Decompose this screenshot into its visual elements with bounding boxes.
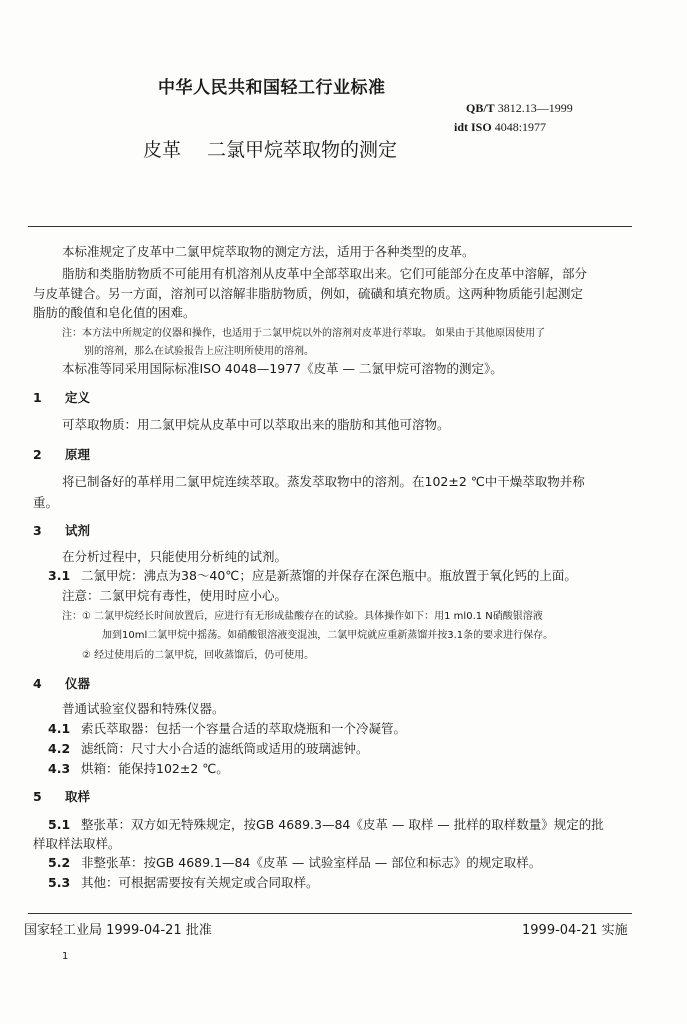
intro-note-line-2: 别的溶剂，那么在试验报告上应注明所使用的溶剂。: [84, 346, 314, 357]
intro-paragraph-2-line-1: 脂肪和类脂肪物质不可能用有机溶剂从皮革中全部萃取出来。它们可能部分在皮革中溶解，部分: [62, 266, 588, 281]
bottom-rule: [28, 913, 632, 914]
section-3-note-1-line-2: 加到10ml二氯甲烷中摇荡。如硝酸银溶液变混浊，二氯甲烷就应重新蒸馏并按3.1条的要求进行保存。: [102, 630, 554, 641]
section-1-number: 1: [33, 390, 42, 405]
intro-paragraph-1: 本标准规定了皮革中二氯甲烷萃取物的测定方法，适用于各种类型的皮革。: [62, 244, 475, 259]
section-1-heading: [33, 388, 90, 406]
standard-number: [466, 101, 573, 116]
section-4-1-number: 4.1: [48, 721, 71, 736]
page-heading: 中华人民共和国轻工行业标准: [158, 78, 386, 98]
document-title: [143, 135, 397, 162]
intro-paragraph-3: 本标准等同采用国际标准ISO 4048—1977《皮革 — 二氯甲烷可溶物的测定》。: [62, 361, 503, 376]
section-4-intro: 普通试验室仪器和特殊仪器。: [62, 701, 225, 716]
section-5-3-text: 其他：可根据需要按有关规定或合同取样。: [81, 875, 319, 890]
section-4-3: [48, 759, 229, 777]
section-5-1-number: 5.1: [48, 817, 71, 832]
page-number: 1: [62, 951, 69, 962]
section-2-title: 原理: [65, 447, 91, 462]
section-3-heading: [33, 521, 90, 539]
title-part-1: 皮革: [143, 139, 182, 161]
section-2-body-line-1: 将已制备好的革样用二氯甲烷连续萃取。蒸发萃取物中的溶剂。在102±2 ℃中干燥萃取物并称: [62, 474, 585, 489]
section-4-title: 仪器: [65, 676, 91, 691]
section-4-3-text: 烘箱：能保持102±2 ℃。: [81, 761, 229, 776]
section-5-3: [48, 873, 319, 891]
idt-prefix: idt ISO: [454, 120, 492, 134]
idt-number: [454, 120, 546, 135]
section-5-3-number: 5.3: [48, 875, 71, 890]
section-4-2-text: 滤纸筒：尺寸大小合适的滤纸筒或适用的玻璃滤钟。: [81, 741, 369, 756]
footer-implementation: 1999-04-21 实施: [522, 923, 628, 938]
section-3-note-1-line-1: 注：① 二氯甲烷经长时间放置后，应进行有无形成盐酸存在的试验。具体操作如下：用1 ml0.1 N硝酸银溶液: [62, 611, 543, 622]
section-5-heading: [33, 787, 90, 805]
section-3-1-text: 二氯甲烷：沸点为38～40℃；应是新蒸馏的并保存在深色瓶中。瓶放置于氧化钙的上面。: [81, 568, 577, 583]
section-3-1: [48, 566, 577, 584]
section-2-number: 2: [33, 447, 42, 462]
section-2-heading: [33, 445, 90, 463]
section-5-2: [48, 853, 541, 871]
section-5-2-text: 非整张革：按GB 4689.1—84《皮革 — 试验室样品 — 部位和标志》的规定取样。: [81, 855, 542, 870]
section-5-2-number: 5.2: [48, 855, 71, 870]
title-part-2: 二氯甲烷萃取物的测定: [207, 139, 398, 161]
top-rule: [28, 226, 632, 227]
section-3-number: 3: [33, 523, 42, 538]
section-4-1: [48, 719, 406, 737]
section-4-2-number: 4.2: [48, 741, 71, 756]
section-4-3-number: 4.3: [48, 761, 71, 776]
section-3-caution: 注意：二氯甲烷有毒性，使用时应小心。: [62, 588, 288, 603]
section-3-note-2: ② 经过使用后的二氯甲烷，回收蒸馏后，仍可使用。: [82, 650, 315, 661]
intro-paragraph-2-line-3: 脂肪的酸值和皂化值的困难。: [33, 305, 196, 320]
section-5-1-line-1: [48, 815, 604, 833]
section-5-1-line-2: 样取样法取样。: [33, 836, 121, 851]
intro-note-line-1: 注：本方法中所规定的仪器和操作，也适用于二氯甲烷以外的溶剂对皮革进行萃取。 如果由于其他原因使用了: [62, 328, 546, 339]
idt-number-value: 4048:1977: [494, 120, 547, 134]
intro-paragraph-2-line-2: 与皮革键合。另一方面，溶剂可以溶解非脂肪物质，例如，硫磺和填充物质。这两种物质能引起测定: [33, 286, 584, 301]
section-4-1-text: 索氏萃取器：包括一个容量合适的萃取烧瓶和一个冷凝管。: [81, 721, 407, 736]
section-2-body-line-2: 重。: [33, 495, 59, 510]
section-1-body: 可萃取物质：用二氯甲烷从皮革中可以萃取出来的脂肪和其他可溶物。: [62, 417, 450, 432]
section-5-1-text: 整张革：双方如无特殊规定，按GB 4689.3—84《皮革 — 取样 — 批样的取样数量》规定的批: [81, 817, 604, 832]
section-3-title: 试剂: [65, 523, 91, 538]
section-3-1-number: 3.1: [48, 568, 71, 583]
footer-approval: 国家轻工业局 1999-04-21 批准: [24, 923, 212, 938]
section-3-intro: 在分析过程中，只能使用分析纯的试剂。: [62, 549, 288, 564]
section-5-number: 5: [33, 789, 42, 804]
standard-prefix: QB/T: [466, 101, 495, 115]
standard-number-value: 3812.13—1999: [497, 101, 573, 115]
section-4-heading: [33, 674, 90, 692]
section-4-number: 4: [33, 676, 42, 691]
section-5-title: 取样: [65, 789, 91, 804]
section-4-2: [48, 739, 369, 757]
section-1-title: 定义: [65, 390, 91, 405]
